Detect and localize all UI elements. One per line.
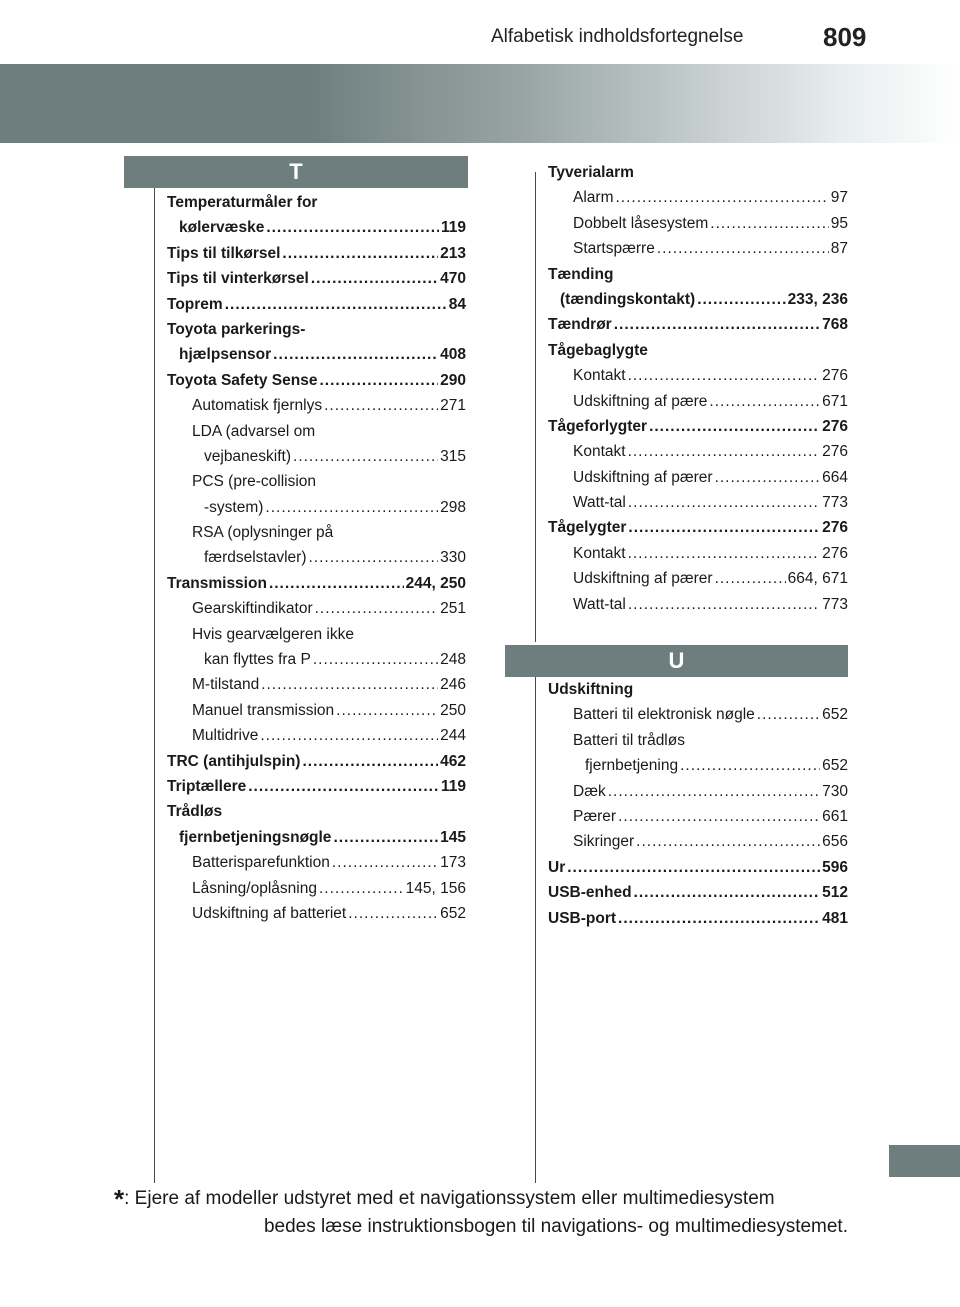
dot-leader [248, 774, 439, 799]
entry-term: Temperaturmåler for [167, 194, 318, 211]
entry-page-ref[interactable]: 97 [830, 189, 848, 207]
dot-leader [628, 490, 820, 515]
dot-leader [309, 545, 439, 570]
dot-leader [319, 876, 404, 901]
entry-page-ref[interactable]: 95 [830, 214, 848, 232]
entry-term: Trådløs [167, 803, 223, 821]
dot-leader [628, 592, 820, 617]
entry-page-ref[interactable]: 768 [822, 316, 848, 334]
section-letter-u: U [668, 648, 685, 673]
dot-leader [266, 215, 439, 240]
entry-page-ref[interactable]: 730 [822, 782, 848, 800]
index-entry [167, 444, 466, 469]
index-entry [167, 317, 466, 342]
entry-term: Gearskiftindikator [192, 600, 313, 618]
dot-leader [319, 368, 438, 393]
entry-page-ref[interactable]: 290 [440, 371, 466, 389]
entry-page-ref[interactable]: 462 [440, 752, 466, 770]
entry-term: fjernbetjening [585, 757, 679, 775]
entry-term: Kontakt [573, 367, 626, 385]
dot-leader [614, 312, 820, 337]
entry-term: Tips til vinterkørsel [167, 270, 309, 288]
dot-leader [302, 749, 438, 774]
entry-term: Triptællere [167, 777, 247, 795]
entry-page-ref[interactable]: 773 [822, 595, 848, 613]
footnote [114, 1185, 848, 1240]
entry-page-ref[interactable]: 248 [440, 651, 466, 669]
entry-term: M-tilstand [192, 676, 260, 694]
dot-leader [757, 702, 820, 727]
index-entry [548, 160, 848, 185]
index-entry [548, 541, 848, 566]
footnote-line-1: : Ejere af modeller udstyret med et navigationssystem eller multimediesystem [124, 1188, 775, 1209]
right-column-rule-u [535, 677, 536, 1183]
entry-page-ref[interactable]: 276 [822, 544, 848, 562]
index-entry [167, 495, 466, 520]
entry-term: Dæk [573, 782, 606, 800]
dot-leader [628, 541, 821, 566]
right-column-rule-t [535, 172, 536, 642]
index-entry [167, 545, 466, 570]
entry-term: Tænding [548, 265, 614, 283]
entry-page-ref[interactable]: 512 [822, 884, 848, 902]
entry-page-ref[interactable]: 652 [440, 904, 466, 922]
entry-page-ref[interactable]: 250 [440, 701, 466, 719]
entry-term: vejbaneskift) [204, 447, 292, 465]
index-entry [167, 901, 466, 926]
entry-page-ref[interactable]: 244, 250 [405, 574, 466, 592]
index-entry [548, 414, 848, 439]
index-entry [167, 241, 466, 266]
dot-leader [634, 880, 821, 905]
entry-term: Sikringer [573, 833, 635, 851]
entry-term: Kontakt [573, 544, 626, 562]
header-band [0, 64, 960, 143]
index-entry [548, 262, 848, 287]
entry-page-ref[interactable]: 276 [822, 443, 848, 461]
index-entry [548, 677, 848, 702]
entry-term: Multidrive [192, 727, 259, 745]
index-entry [548, 855, 848, 880]
index-entry [167, 825, 466, 850]
entry-term: (tændingskontakt) [560, 290, 696, 308]
index-entry [548, 363, 848, 388]
entry-page-ref[interactable]: 470 [440, 270, 466, 288]
dot-leader [649, 414, 820, 439]
index-entry [167, 469, 466, 494]
index-column-left [167, 190, 466, 926]
index-entry [548, 312, 848, 337]
index-entry [167, 190, 466, 215]
dot-leader [697, 287, 785, 312]
entry-term: -system) [204, 498, 264, 516]
entry-term: kølervæske [179, 219, 265, 237]
entry-term: Toyota parkerings- [167, 320, 306, 338]
entry-page-ref[interactable]: 671 [822, 392, 848, 410]
entry-term: Startspærre [573, 240, 655, 258]
chapter-tab [889, 1145, 960, 1177]
dot-leader [608, 779, 820, 804]
dot-leader [618, 804, 820, 829]
index-entry [548, 566, 848, 591]
entry-page-ref[interactable]: 87 [830, 240, 848, 258]
entry-page-ref[interactable]: 145, 156 [405, 879, 466, 897]
entry-term: Pærer [573, 807, 617, 825]
index-entry [167, 876, 466, 901]
dot-leader [618, 906, 820, 931]
dot-leader [615, 185, 828, 210]
entry-term: Hvis gearvælgeren ikke [192, 625, 354, 643]
entry-page-ref[interactable]: 145 [440, 828, 466, 846]
entry-term: Udskiftning [548, 681, 634, 698]
entry-page-ref[interactable]: 276 [822, 367, 848, 385]
header-title: Alfabetisk indholdsfortegnelse [491, 26, 744, 47]
dot-leader [315, 596, 439, 621]
index-entry [167, 419, 466, 444]
entry-page-ref[interactable]: 481 [822, 909, 848, 927]
dot-leader [273, 342, 438, 367]
dot-leader [336, 698, 438, 723]
entry-term: Transmission [167, 574, 267, 592]
entry-term: Kontakt [573, 443, 626, 461]
entry-term: Tågebaglygte [548, 341, 648, 359]
entry-page-ref[interactable]: 271 [440, 397, 466, 415]
index-entry [548, 490, 848, 515]
entry-term: fjernbetjeningsnøgle [179, 828, 332, 846]
dot-leader [293, 444, 438, 469]
index-entry [167, 368, 466, 393]
entry-page-ref[interactable]: 661 [822, 807, 848, 825]
footnote-line-2: bedes læse instruktionsbogen til navigations- og multimediesystemet. [263, 1216, 848, 1237]
index-entry [548, 185, 848, 210]
entry-page-ref[interactable]: 664 [822, 468, 848, 486]
entry-term: Ur [548, 858, 566, 876]
page-number: 809 [823, 22, 867, 52]
entry-term: Udskiftning af batteriet [192, 904, 347, 922]
index-entry [548, 465, 848, 490]
dot-leader [715, 566, 786, 591]
entry-term: hjælpsensor [179, 346, 272, 364]
index-entry [167, 850, 466, 875]
index-entry [548, 592, 848, 617]
index-entry [548, 906, 848, 931]
dot-leader [628, 515, 820, 540]
entry-term: Toyota Safety Sense [167, 371, 318, 389]
index-entry [548, 236, 848, 261]
entry-term: færdselstavler) [204, 549, 307, 567]
index-entry [167, 774, 466, 799]
entry-term: Udskiftning af pærer [573, 570, 713, 588]
dot-leader [567, 855, 820, 880]
left-column-rule [154, 188, 155, 1183]
index-entry [548, 880, 848, 905]
footnote-star: * [114, 1184, 125, 1214]
entry-term: kan flyttes fra P [204, 651, 311, 669]
entry-page-ref[interactable]: 652 [822, 706, 848, 724]
entry-page-ref[interactable]: 773 [822, 494, 848, 512]
index-entry [167, 698, 466, 723]
section-letter-t: T [289, 159, 303, 184]
dot-leader [313, 647, 438, 672]
dot-leader [269, 571, 404, 596]
entry-page-ref[interactable]: 656 [822, 833, 848, 851]
index-entry [548, 211, 848, 236]
section-header-t [124, 156, 468, 188]
dot-leader [265, 495, 438, 520]
entry-term: USB-port [548, 909, 617, 927]
index-entry [167, 342, 466, 367]
index-entry [167, 596, 466, 621]
index-entry [548, 389, 848, 414]
entry-page-ref[interactable]: 119 [440, 777, 466, 795]
dot-leader [282, 241, 438, 266]
dot-leader [715, 465, 821, 490]
entry-page-ref[interactable]: 244 [440, 727, 466, 745]
dot-leader [261, 672, 438, 697]
index-entry [167, 672, 466, 697]
entry-page-ref[interactable]: 596 [822, 858, 848, 876]
dot-leader [333, 825, 438, 850]
entry-term: USB-enhed [548, 884, 632, 902]
entry-term: Tågeforlygter [548, 417, 648, 435]
entry-term: TRC (antihjulspin) [167, 752, 301, 770]
entry-page-ref[interactable]: 173 [440, 854, 466, 872]
entry-page-ref[interactable]: 276 [822, 519, 848, 537]
entry-term: Udskiftning af pærer [573, 468, 713, 486]
index-entry [167, 647, 466, 672]
dot-leader [710, 211, 828, 236]
index-entry [548, 728, 848, 753]
index-entry [548, 702, 848, 727]
entry-term: Låsning/oplåsning [192, 879, 317, 897]
entry-term: Tågelygter [548, 519, 627, 537]
index-entry [548, 439, 848, 464]
dot-leader [311, 266, 438, 291]
dot-leader [680, 753, 820, 778]
index-entry [167, 520, 466, 545]
index-entry [167, 292, 466, 317]
entry-term: Watt-tal [573, 595, 626, 613]
index-entry [548, 515, 848, 540]
entry-term: Alarm [573, 189, 614, 207]
index-entry [548, 829, 848, 854]
entry-term: Tips til tilkørsel [167, 244, 281, 262]
index-entry [548, 779, 848, 804]
entry-page-ref[interactable]: 251 [440, 600, 466, 618]
section-header-u [505, 645, 848, 677]
entry-page-ref[interactable]: 664, 671 [787, 570, 848, 588]
entry-page-ref[interactable]: 276 [822, 417, 848, 435]
entry-page-ref[interactable]: 119 [440, 219, 466, 237]
entry-term: Tændrør [548, 316, 612, 334]
entry-term: Udskiftning af pære [573, 392, 708, 410]
entry-term: Manuel transmission [192, 701, 335, 719]
dot-leader [332, 850, 438, 875]
entry-term: Dobbelt låsesystem [573, 214, 709, 232]
index-entry [167, 622, 466, 647]
dot-leader [260, 723, 438, 748]
entry-page-ref[interactable]: 233, 236 [787, 290, 848, 308]
entry-term: Toprem [167, 295, 223, 313]
index-column-right-t [548, 160, 848, 617]
entry-page-ref[interactable]: 298 [440, 498, 466, 516]
dot-leader [348, 901, 438, 926]
entry-term: Batteri til trådløs [573, 731, 685, 749]
entry-page-ref[interactable]: 246 [440, 676, 466, 694]
entry-term: Tyverialarm [548, 164, 634, 181]
entry-page-ref[interactable]: 315 [440, 447, 466, 465]
index-entry [167, 749, 466, 774]
entry-page-ref[interactable]: 408 [440, 346, 466, 364]
index-entry [548, 804, 848, 829]
dot-leader [324, 393, 438, 418]
dot-leader [657, 236, 829, 261]
entry-term: Automatisk fjernlys [192, 397, 323, 415]
entry-page-ref[interactable]: 652 [822, 757, 848, 775]
entry-page-ref[interactable]: 84 [448, 295, 466, 313]
index-entry [167, 215, 466, 240]
index-entry [167, 393, 466, 418]
index-entry [548, 338, 848, 363]
entry-term: Watt-tal [573, 494, 626, 512]
entry-page-ref[interactable]: 213 [440, 244, 466, 262]
dot-leader [225, 292, 447, 317]
entry-term: Batteri til elektronisk nøgle [573, 706, 755, 724]
dot-leader [709, 389, 820, 414]
dot-leader [628, 439, 821, 464]
index-entry [548, 287, 848, 312]
entry-term: LDA (advarsel om [192, 422, 316, 440]
entry-term: RSA (oplysninger på [192, 524, 334, 542]
dot-leader [628, 363, 821, 388]
entry-page-ref[interactable]: 330 [440, 549, 466, 567]
index-entry [167, 723, 466, 748]
entry-term: PCS (pre-collision [192, 473, 317, 491]
entry-term: Batterisparefunktion [192, 854, 330, 872]
index-entry [167, 799, 466, 824]
index-entry [167, 266, 466, 291]
index-column-right-u [548, 677, 848, 931]
dot-leader [636, 829, 820, 854]
index-entry [548, 753, 848, 778]
index-entry [167, 571, 466, 596]
